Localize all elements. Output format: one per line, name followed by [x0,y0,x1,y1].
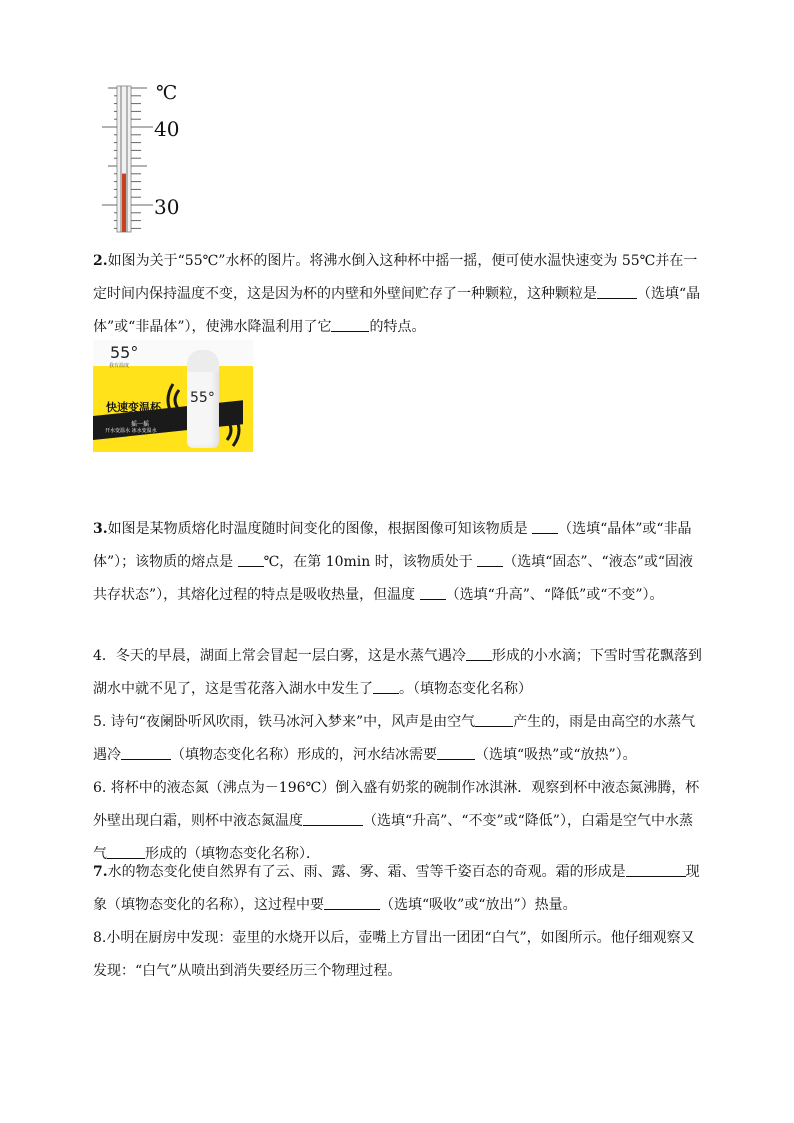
thermometer-unit: ℃ [156,82,178,104]
question-4 [93,640,705,706]
answer-blank[interactable] [331,315,369,332]
question-2 [93,245,705,344]
question-text: ℃，在第 10min 时，该物质处于 [263,554,478,570]
cup-advertisement-image [93,340,253,452]
question-number: 5. [93,714,107,730]
answer-blank[interactable] [238,550,264,567]
answer-blank[interactable] [532,517,558,534]
question-text: 。（填物态变化名称） [399,681,532,697]
question-text: 如图为关于“55℃”水杯的图片。将沸水倒入这种杯中摇一摇，便可使水温快速变为 55℃并在一定时间内保持温度不变，这是因为杯的内壁和外壁间贮存了一种颗粒，这种颗粒是 [93,253,698,302]
question-number: 2. [93,253,108,269]
answer-blank[interactable] [420,583,446,600]
question-3 [93,513,705,612]
question-text: （选填“升高”、“降低”或“不变”）。 [445,587,664,603]
question-text: 如图是某物质熔化时温度随时间变化的图像，根据图像可知该物质是 [107,521,533,537]
question-text: 小明在厨房中发现：壶里的水烧开以后，壶嘴上方冒出一团团“白气”，如图所示。他仔细观察又发现：“白气”从喷出到消失要经历三个物理过程。 [93,930,695,979]
answer-blank[interactable] [373,677,399,694]
question-5 [93,706,705,772]
question-text: 的特点。 [369,319,426,335]
question-text: 形成的（填物态变化名称）． [145,846,320,862]
badge-subtitle: 我有温度 [109,363,130,369]
answer-blank[interactable] [475,710,513,727]
thermometer-scale [94,82,154,234]
answer-blank[interactable] [121,743,171,760]
question-text: （选填“晶体”或“非晶体”）；该物质的熔点是 [93,521,692,570]
question-text: 将杯中的液态氮（沸点为－196℃）倒入盛有奶浆的碗制作冰淇淋．观察到杯中液态氮沸腾，杯外壁出现白霜，则杯中液态氮温度 [93,780,700,829]
thermometer-figure [94,82,194,234]
question-8 [93,922,705,988]
question-number: 6. [93,780,107,796]
bottle-number: 55° [190,390,215,406]
shake-text: 摇一摇 [131,421,150,428]
question-number: 8. [93,930,107,946]
question-text: 水的物态变化使自然界有了云、雨、露、雾、霜、雪等千姿百态的奇观。霜的形成是 [107,864,626,880]
cup-slogan: 快速变温杯 [106,401,161,414]
cup-bottle-cap [187,350,219,372]
thermometer-label-40: 40 [154,117,180,141]
question-text: （选填“吸热”或“放热”）。 [475,747,637,763]
question-text: （选填“升高”、“不变”或“降低”），白霜是空气中水蒸气 [93,813,693,862]
answer-blank[interactable] [597,282,637,299]
answer-blank[interactable] [303,809,363,826]
answer-blank[interactable] [466,644,492,661]
question-text: （选填“晶体”或“非晶体”），使沸水降温利用了它 [93,286,701,335]
question-text: 形成的小水滴；下雪时雪花飘落到湖水中就不见了，这是雪花落入湖水中发生了 [93,648,702,697]
question-text: （选填“固态”、“液态”或“固液共存状态”），其熔化过程的特点是吸收热量，但温度 [93,554,694,603]
question-text: 现象（填物态变化的名称），这过程中要 [93,864,700,913]
question-number: 3. [93,521,108,537]
answer-blank[interactable] [626,860,686,877]
question-text: （填物态变化名称）形成的，河水结冰需要 [171,747,437,763]
question-text: 诗句“夜阑卧听风吹雨，铁马冰河入梦来”中，风声是由空气 [106,714,476,730]
question-text: 产生的，雨是由高空的水蒸气遇冷 [93,714,696,763]
answer-blank[interactable] [324,893,380,910]
ad-subtext: 开水变温水 冰水变温水 [105,428,157,434]
question-number: 4． [93,648,116,664]
thermometer-liquid [122,174,126,232]
thermometer-label-30: 30 [154,195,180,219]
question-text: 冬天的早晨，湖面上常会冒起一层白雾，这是水蒸气遇冷 [115,648,466,664]
question-number: 7. [93,864,108,880]
question-text: （选填“吸收”或“放出”）热量。 [380,897,577,913]
badge-number: 55° [110,343,139,362]
answer-blank[interactable] [477,550,503,567]
question-7 [93,856,705,922]
answer-blank[interactable] [437,743,475,760]
